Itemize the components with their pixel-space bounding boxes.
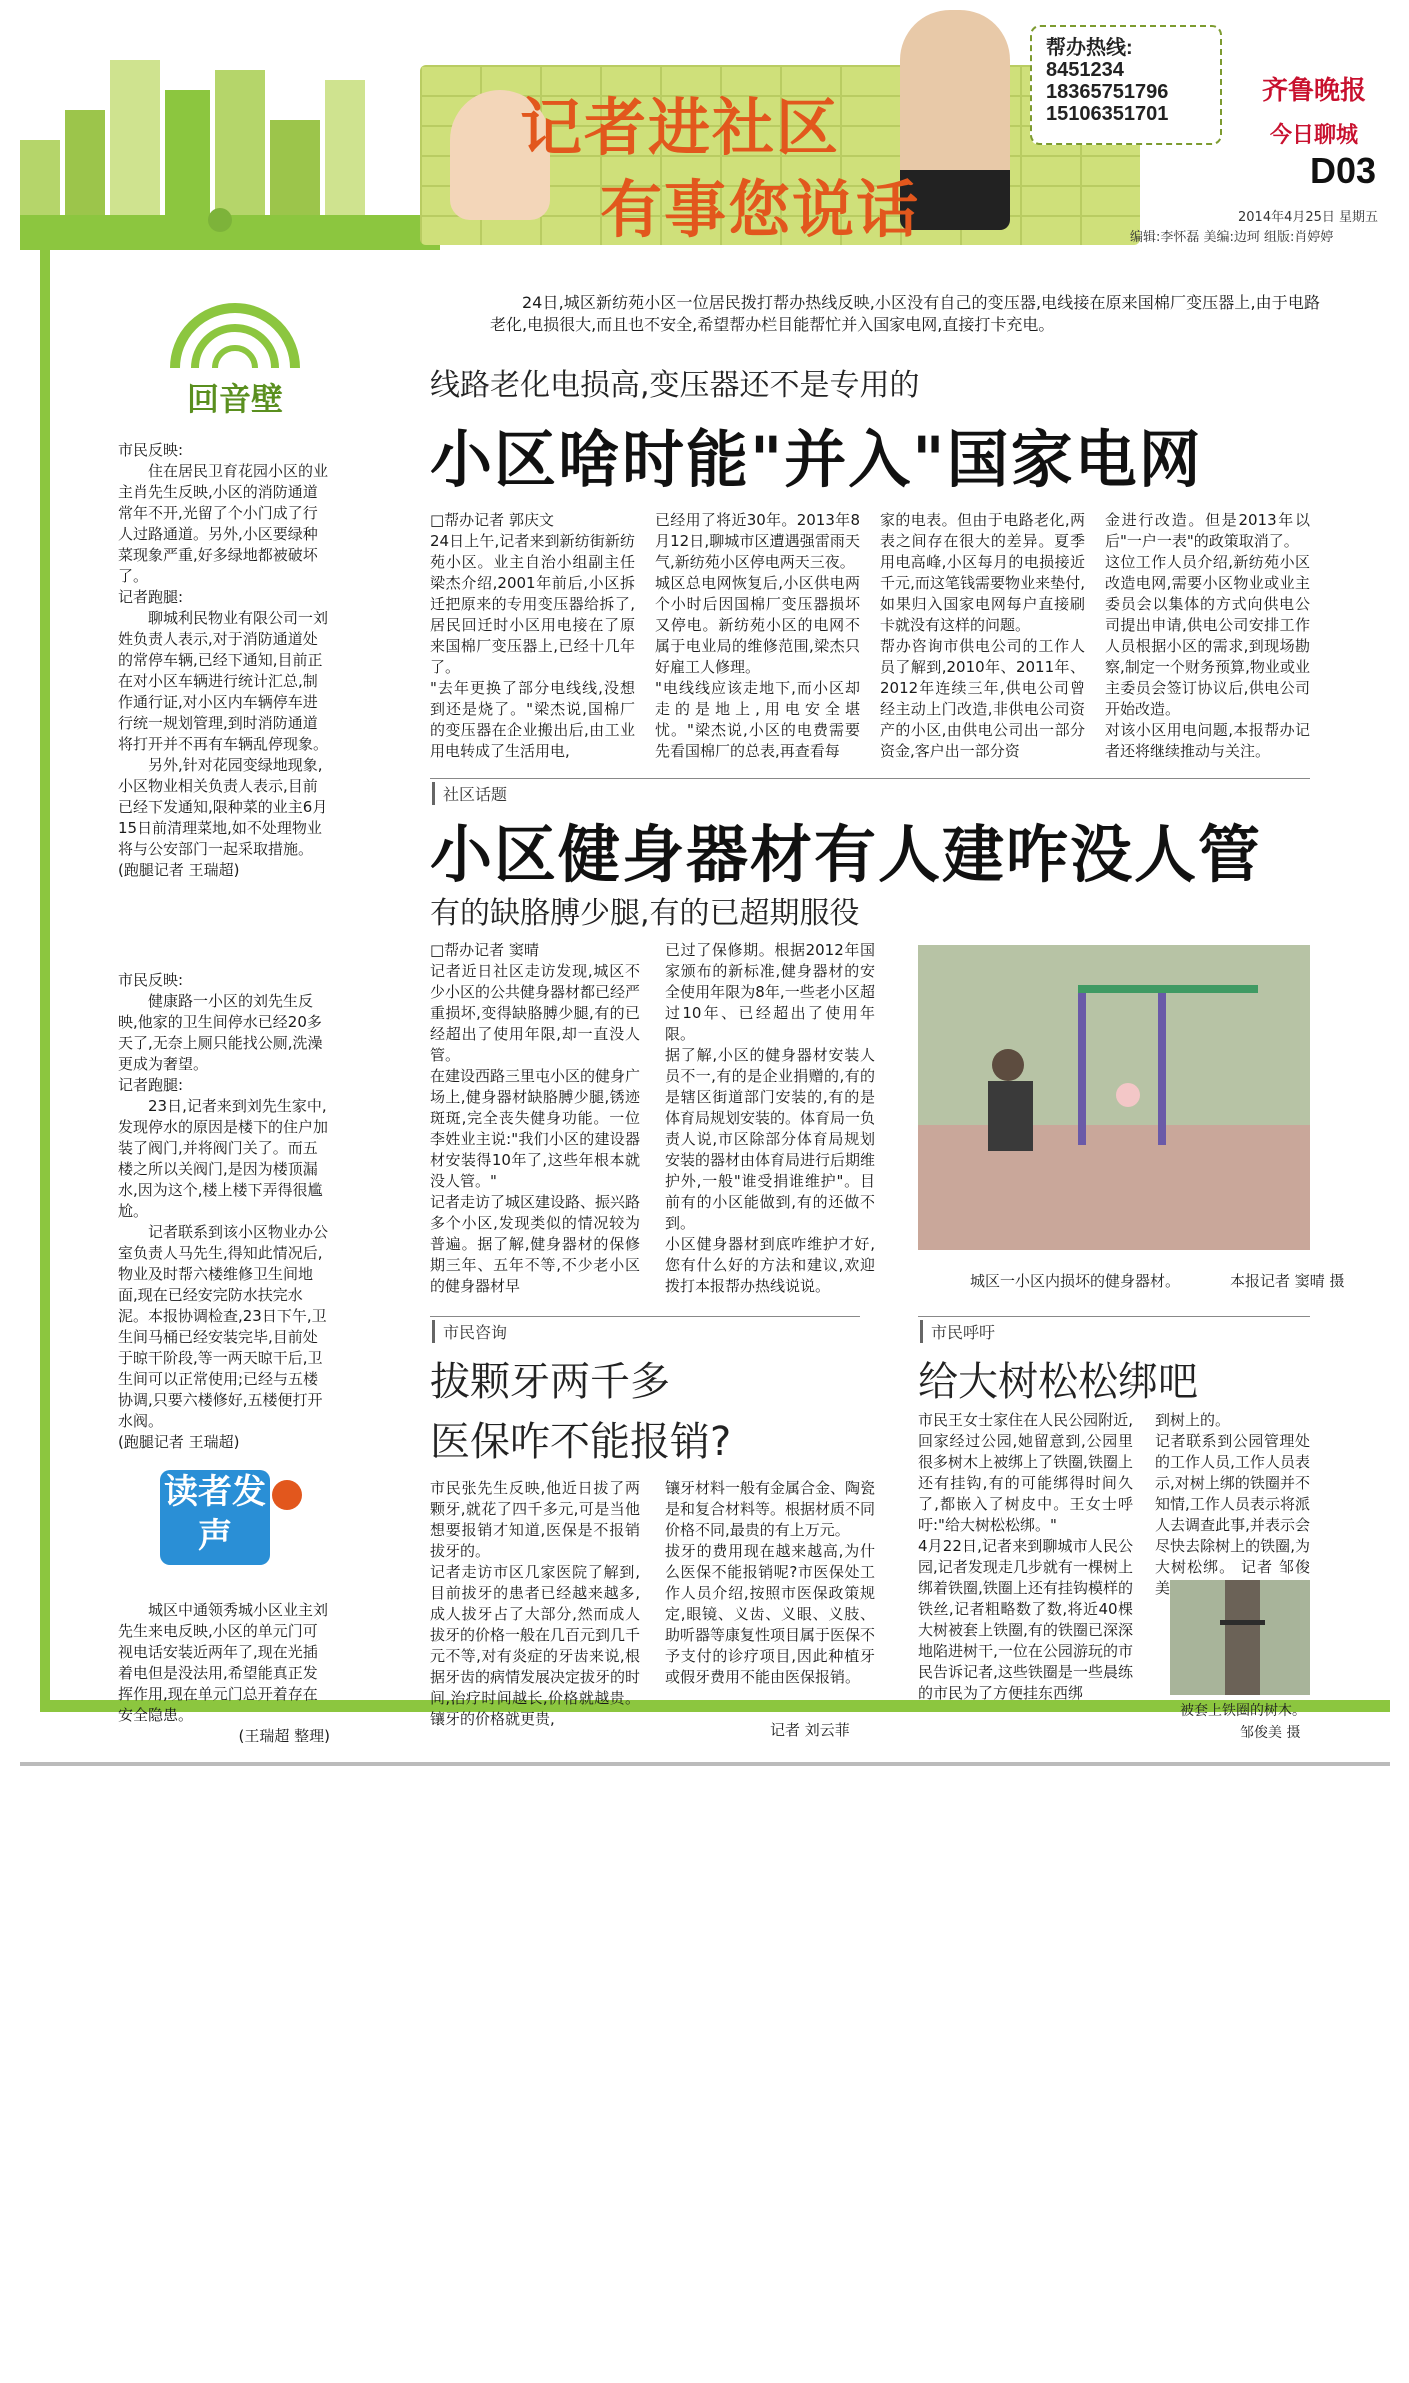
sidebar-item1-sign: (跑腿记者 王瑞超) [118,861,240,879]
sidebar-item2-para2: 23日,记者来到刘先生家中,发现停水的原因是楼下的住户加装了阀门,并将阀门关了。而五楼之所以关阀门,是因为楼顶漏水,因为这个,楼上楼下弄得很尴尬。 [118,1097,329,1220]
story1-col4: 金进行改造。但是2013年以后"一户一表"的政策取消了。 这位工作人员介绍,新纺苑小区改造电网,需要小区物业或业主委员会以集体的方式向供电公司提出申请,供电公司安排工作人员根据小区的需求,到现场勘察,制定一个财务预算,物业或业主委员会签订协议后,供电公司开始改造。 对该小区用电问题,本报帮办记者还将继续推动与关注。 [1105,511,1310,760]
echo-wall-logo [160,300,310,418]
story1-col3: 家的电表。但由于电路老化,两表之间存在很大的差异。夏季用电高峰,小区每月的电损接近千元,而这笔钱需要物业来垫付,如果归入国家电网每户直接刷卡就没有这样的问题。 帮办咨询市供电公司的工作人员了解到,2010年、2011年、2012年连续三年,供电公司曾经主动上门改造,非供电公司资产的小区,由供电公司出一部分资金,客户出一部分资 [880,511,1085,760]
hotline-label: 帮办热线: [1046,37,1133,59]
sidebar-item-3 [118,1600,330,1747]
echo-wall-arc-icon [160,300,310,370]
story1-headline: 小区啥时能"并入"国家电网 [430,423,1203,496]
story1-col1: □帮办记者 郭庆文 24日上午,记者来到新纺街新纺苑小区。业主自治小组副主任梁杰介绍,2001年前后,小区拆迁把原来的专用变压器给拆了,居民回迁时小区用电接在了原来国棉厂变压器上,已经十几年了。 "去年更换了部分电线线,没想到还是烧了。"梁杰说,国棉厂的变压器在企业搬出后,由工业用电转成了生活用电, [430,511,635,760]
story4-photo-caption: 被套上铁圈的树木。 [1180,1703,1306,1719]
story3-col1: 市民张先生反映,他近日拔了两颗牙,就花了四千多元,可是当他想要报销才知道,医保是不报销拔牙的。 记者走访市区几家医院了解到,目前拔牙的患者已经越来越多,成人拔牙占了大部分,然而成人拔牙的价格一般在几百元到几千元不等,对有炎症的牙齿来说,根据牙齿的病情发展决定拔牙的时间,治疗时间越长,价格就越贵。镶牙的价格就更贵, [430,1479,641,1728]
story2-rule [430,778,1310,779]
page-number: D03 [1310,150,1377,191]
sidebar-item1-para2: 聊城利民物业有限公司一刘姓负责人表示,对于消防通道处的常停车辆,已经下通知,目前正在对小区车辆进行统计汇总,制作通行证,对小区内车辆停车进行统一规划管理,到时消防通道将打开并不再有车辆乱停现象。 [118,609,329,753]
story2-col1: □帮办记者 窦晴 记者近日社区走访发现,城区不少小区的公共健身器材都已经严重损坏,变得缺胳膊少腿,有的已经超出了使用年限,却一直没人管。 在建设西路三里屯小区的健身广场上,健身器材缺胳膊少腿,锈迹斑斑,完全丧失健身功能。一位李姓业主说:"我们小区的建设器材安装得10年了,这些年根本就没人管。" 记者走访了城区建设路、振兴路多个小区,发现类似的情况较为普遍。据了解,健身器材的保修期三年、五年不等,不少老小区的健身器材早 [430,941,641,1295]
story2-headline: 小区健身器材有人建咋没人管 [430,818,1263,891]
section-title-line2: 有事您说话 [600,173,921,246]
sidebar-item2-label2: 记者跑腿: [118,1076,184,1094]
sidebar-item1-para: 住在居民卫育花园小区的业主肖先生反映,小区的消防通道常年不开,光留了个小门成了行人过路通道。另外,小区要绿种菜现象严重,好多绿地都被破坏了。 [118,462,329,585]
edition-name: 今日聊城 [1270,123,1359,148]
tree-photo-illustration [1170,1580,1310,1695]
section-title-line1: 记者进社区 [520,91,841,164]
story3-sign: 记者 刘云菲 [770,1721,850,1739]
sidebar-item1-label: 市民反映: [118,441,184,459]
microphone-icon [272,1480,302,1510]
hotline-number-2: 18365751796 [1046,81,1169,103]
story4-headline: 给大树松松绑吧 [918,1359,1198,1405]
sidebar-item2-label: 市民反映: [118,971,184,989]
story2-subhead: 有的缺胳膊少腿,有的已超期服役 [430,896,860,931]
city-skyline-illustration [20,20,450,250]
tree-photo [1170,1580,1310,1695]
story3-headline-2: 医保咋不能报销? [430,1419,732,1465]
left-green-rule [40,240,50,1710]
story1-kicker: 线路老化电损高,变压器还不是专用的 [430,368,920,403]
story4-photo-credit: 邹俊美 摄 [1240,1725,1301,1741]
sidebar-item1-para3: 另外,针对花园变绿地现象,小区物业相关负责人表示,目前已经下发通知,限种菜的业主6月15日前清理菜地,如不处理物业将与公安部门一起采取措施。 [118,756,328,858]
editor-credits: 编辑:李怀磊 美编:边珂 组版:肖婷婷 [1130,230,1334,245]
story2-tag: 社区话题 [432,782,507,805]
sidebar-item3-para: 城区中通领秀城小区业主刘先生来电反映,小区的单元门可视电话安装近两年了,现在光插着电但是没法用,希望能真正发挥作用,现在单元门总开着存在安全隐患。 [118,1601,329,1724]
dateline: 2014年4月25日 星期五 [1238,210,1379,225]
sidebar-item3-sign: (王瑞超 整理) [238,1727,330,1745]
story2-photo-caption: 城区一小区内损坏的健身器材。 [970,1272,1181,1290]
sidebar-item2-para: 健康路一小区的刘先生反映,他家的卫生间停水已经20多天了,无奈上厕只能找公厕,洗澡更成为奢望。 [118,992,323,1073]
hotline-box [1030,25,1222,145]
masthead-logo: 齐鲁晚报 [1262,76,1367,106]
story4-col1: 市民王女士家住在人民公园附近,回家经过公园,她留意到,公园里很多树木上被绑上了铁圈,铁圈上还有挂钩,有的可能绑得时间久了,都嵌入了树皮中。王女士呼吁:"给大树松松绑。" 4月22日,记者来到聊城市人民公园,记者发现走几步就有一棵树上绑着铁圈,铁圈上还有挂钩模样的铁丝,记者粗略数了数,将近40棵大树被套上铁圈,有的铁圈已深深地陷进树干,一位在公园游玩的市民告诉记者,这些铁圈是一些晨练的市民为了方便挂东西绑 [918,1411,1133,1702]
story4-tag: 市民呼吁 [920,1320,995,1343]
reader-voice-label: 读者发声 [160,1470,270,1565]
story2-col2: 已过了保修期。根据2012年国家颁布的新标准,健身器材的安全使用年限为8年,一些老小区超过10年、已经超出了使用年限。 据了解,小区的健身器材安装人员不一,有的是企业捐赠的,有的是辖区街道部门安装的,有的是体育局规划安装的。体育局一负责人说,市区除部分体育局规划安装的器材由体育局进行后期维护外,一般"谁受捐谁维护"。目前有的小区能做到,有的还做不到。 小区健身器材到底咋维护才好,您有什么好的方法和建议,欢迎拨打本报帮办热线说说。 [665,941,876,1295]
sidebar-item1-label2: 记者跑腿: [118,588,184,606]
sidebar-item-1 [118,440,330,881]
story4-col2: 到树上的。 记者联系到公园管理处的工作人员,工作人员表示,对树上绑的铁圈并不知情,工作人员表示将派人去调查此事,并表示会尽快去除树上的铁圈,为大树松绑。 记者 邹俊美 [1155,1411,1310,1597]
sidebar-item-2 [118,970,330,1453]
fitness-photo-illustration [918,945,1310,1250]
fitness-equipment-photo [918,945,1310,1250]
page-bottom-rule [20,1762,1390,1766]
story1-col2: 已经用了将近30年。2013年8月12日,聊城市区遭遇强雷雨天气,新纺苑小区停电两天三夜。 城区总电网恢复后,小区供电两个小时后因国棉厂变压器损坏又停电。新纺苑小区的电网不属于电业局的维修范围,梁杰只好雇工人修理。 "电线线应该走地下,而小区却走的是地上,用电安全堪忧。"梁杰说,小区的电费需要先看国棉厂的总表,再查看每 [655,511,860,760]
story3-rule [430,1316,860,1317]
sidebar-item2-sign: (跑腿记者 王瑞超) [118,1433,240,1451]
story2-photo-credit: 本报记者 窦晴 摄 [1230,1272,1345,1290]
reader-voice-logo [160,1470,310,1570]
story3-col2: 镶牙材料一般有金属合金、陶瓷是和复合材料等。根据材质不同价格不同,最贵的有上万元。 拔牙的费用现在越来越高,为什么医保不能报销呢?市医保处工作人员介绍,按照市医保政策规定,眼镜、义齿、义眼、义肢、助听器等康复性项目属于医保不予支付的诊疗项目,因此种植牙或假牙费用不能由医保报销。 [665,1479,876,1686]
story1-lead: 24日,城区新纺苑小区一位居民拨打帮办热线反映,小区没有自己的变压器,电线接在原来国棉厂变压器上,由于电路老化,电损很大,而且也不安全,希望帮办栏目能帮忙并入国家电网,直接打卡充电。 [490,293,1320,334]
story4-rule [918,1316,1310,1317]
hotline-number-1: 8451234 [1046,59,1124,81]
echo-wall-label: 回音壁 [186,380,283,418]
hotline-number-3: 15106351701 [1046,103,1169,125]
story3-tag: 市民咨询 [432,1320,507,1343]
sidebar-item2-para3: 记者联系到该小区物业办公室负责人马先生,得知此情况后,物业及时帮六楼维修卫生间地面,现在已经安完防水扶完水泥。本报协调检查,23日下午,卫生间马桶已经安装完毕,目前处于晾干阶段,等一两天晾干后,卫生间可以正常使用;已经与五楼协调,只要六楼修好,五楼便打开水阀。 [118,1223,329,1430]
story3-headline-1: 拔颗牙两千多 [430,1359,670,1405]
